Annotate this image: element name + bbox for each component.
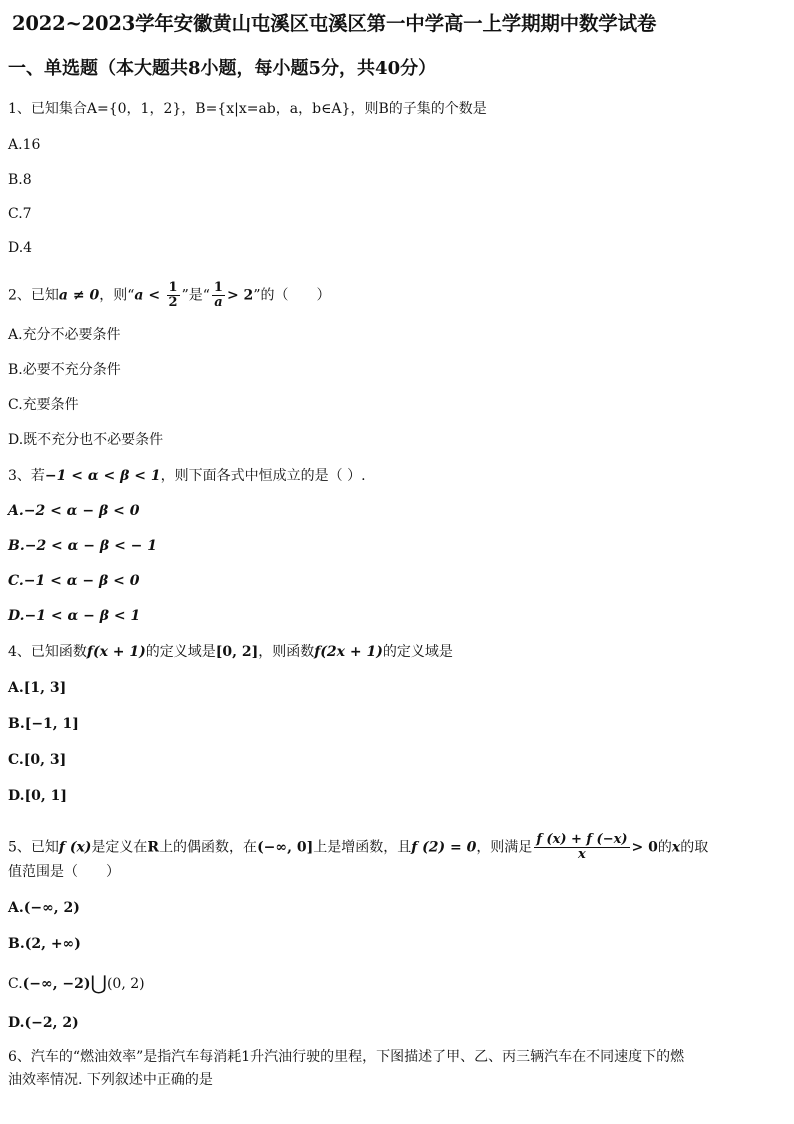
question-4-option-a: A.[1, 3] xyxy=(8,680,67,696)
question-2-option-c: C.充要条件 xyxy=(8,397,79,413)
question-3-option-d: D.−1 < α − β < 1 xyxy=(8,608,141,624)
question-3-option-b: B.−2 < α − β < − 1 xyxy=(8,538,158,554)
fraction-one-half: $\frac{1}{2}$ xyxy=(168,280,178,310)
question-5-option-b: B.(2, +∞) xyxy=(8,936,81,952)
question-1-option-d: D.4 xyxy=(8,240,33,256)
question-5-option-d: D.(−2, 2) xyxy=(8,1015,79,1031)
question-3-option-c: C.−1 < α − β < 0 xyxy=(8,573,140,589)
question-4-stem: 4、已知函数f(x + 1)的定义域是[0, 2]，则函数f(2x + 1)的定义域是 xyxy=(8,644,453,660)
question-2-option-d: D.既不充分也不必要条件 xyxy=(8,432,164,448)
question-3-stem: 3、若−1 < α < β < 1，则下面各式中恒成立的是（ ）. xyxy=(8,468,366,484)
question-6-stem-line-2: 油效率情况. 下列叙述中正确的是 xyxy=(8,1072,213,1088)
question-1-option-b: B.8 xyxy=(8,172,32,188)
question-5-option-a: A.(−∞, 2) xyxy=(8,900,80,916)
question-1-option-c: C.7 xyxy=(8,206,32,222)
fraction-fx-plus-f-neg-x-over-x: $\frac{f (x) + f (-x)}{x}$ xyxy=(536,832,628,862)
fraction-one-over-a: $\frac{1}{a}$ xyxy=(213,280,223,310)
question-4-option-d: D.[0, 1] xyxy=(8,788,67,804)
question-2-stem: 2、已知a ≠ 0，则“a < $\frac{1}{2}$ ”是“ $\frac{1}{a}$ > 2”的（ ） xyxy=(8,280,331,310)
question-1-option-a: A.16 xyxy=(8,137,41,153)
question-5-stem: 5、已知f (x)是定义在R上的偶函数，在(−∞, 0]上是增函数，且f (2) = 0，则满足 $\frac{f (x) + f (-x)}{x}$ > 0的x的取 xyxy=(8,832,709,862)
question-2-option-a: A.充分不必要条件 xyxy=(8,327,121,343)
question-4-option-b: B.[−1, 1] xyxy=(8,716,79,732)
question-6-stem-line-1: 6、汽车的“燃油效率”是指汽车每消耗1升汽油行驶的里程，下图描述了甲、乙、丙三辆汽车在不同速度下的燃 xyxy=(8,1049,685,1065)
question-4-option-c: C.[0, 3] xyxy=(8,752,67,768)
question-1-stem: 1、已知集合A={0，1，2}，B={x|x=ab，a，b∈A}，则B的子集的个数是 xyxy=(8,101,487,117)
question-3-option-a: A.−2 < α − β < 0 xyxy=(8,503,140,519)
question-5-option-c: C.(−∞, −2)⋃(0, 2) xyxy=(8,971,145,995)
question-5-stem-line-2: 值范围是（ ） xyxy=(8,864,120,880)
question-2-option-b: B.必要不充分条件 xyxy=(8,362,121,378)
section-heading: 一、单选题（本大题共8小题，每小题5分，共40分） xyxy=(8,58,437,79)
exam-title: 2022~2023学年安徽黄山屯溪区屯溪区第一中学高一上学期期中数学试卷 xyxy=(12,12,657,35)
